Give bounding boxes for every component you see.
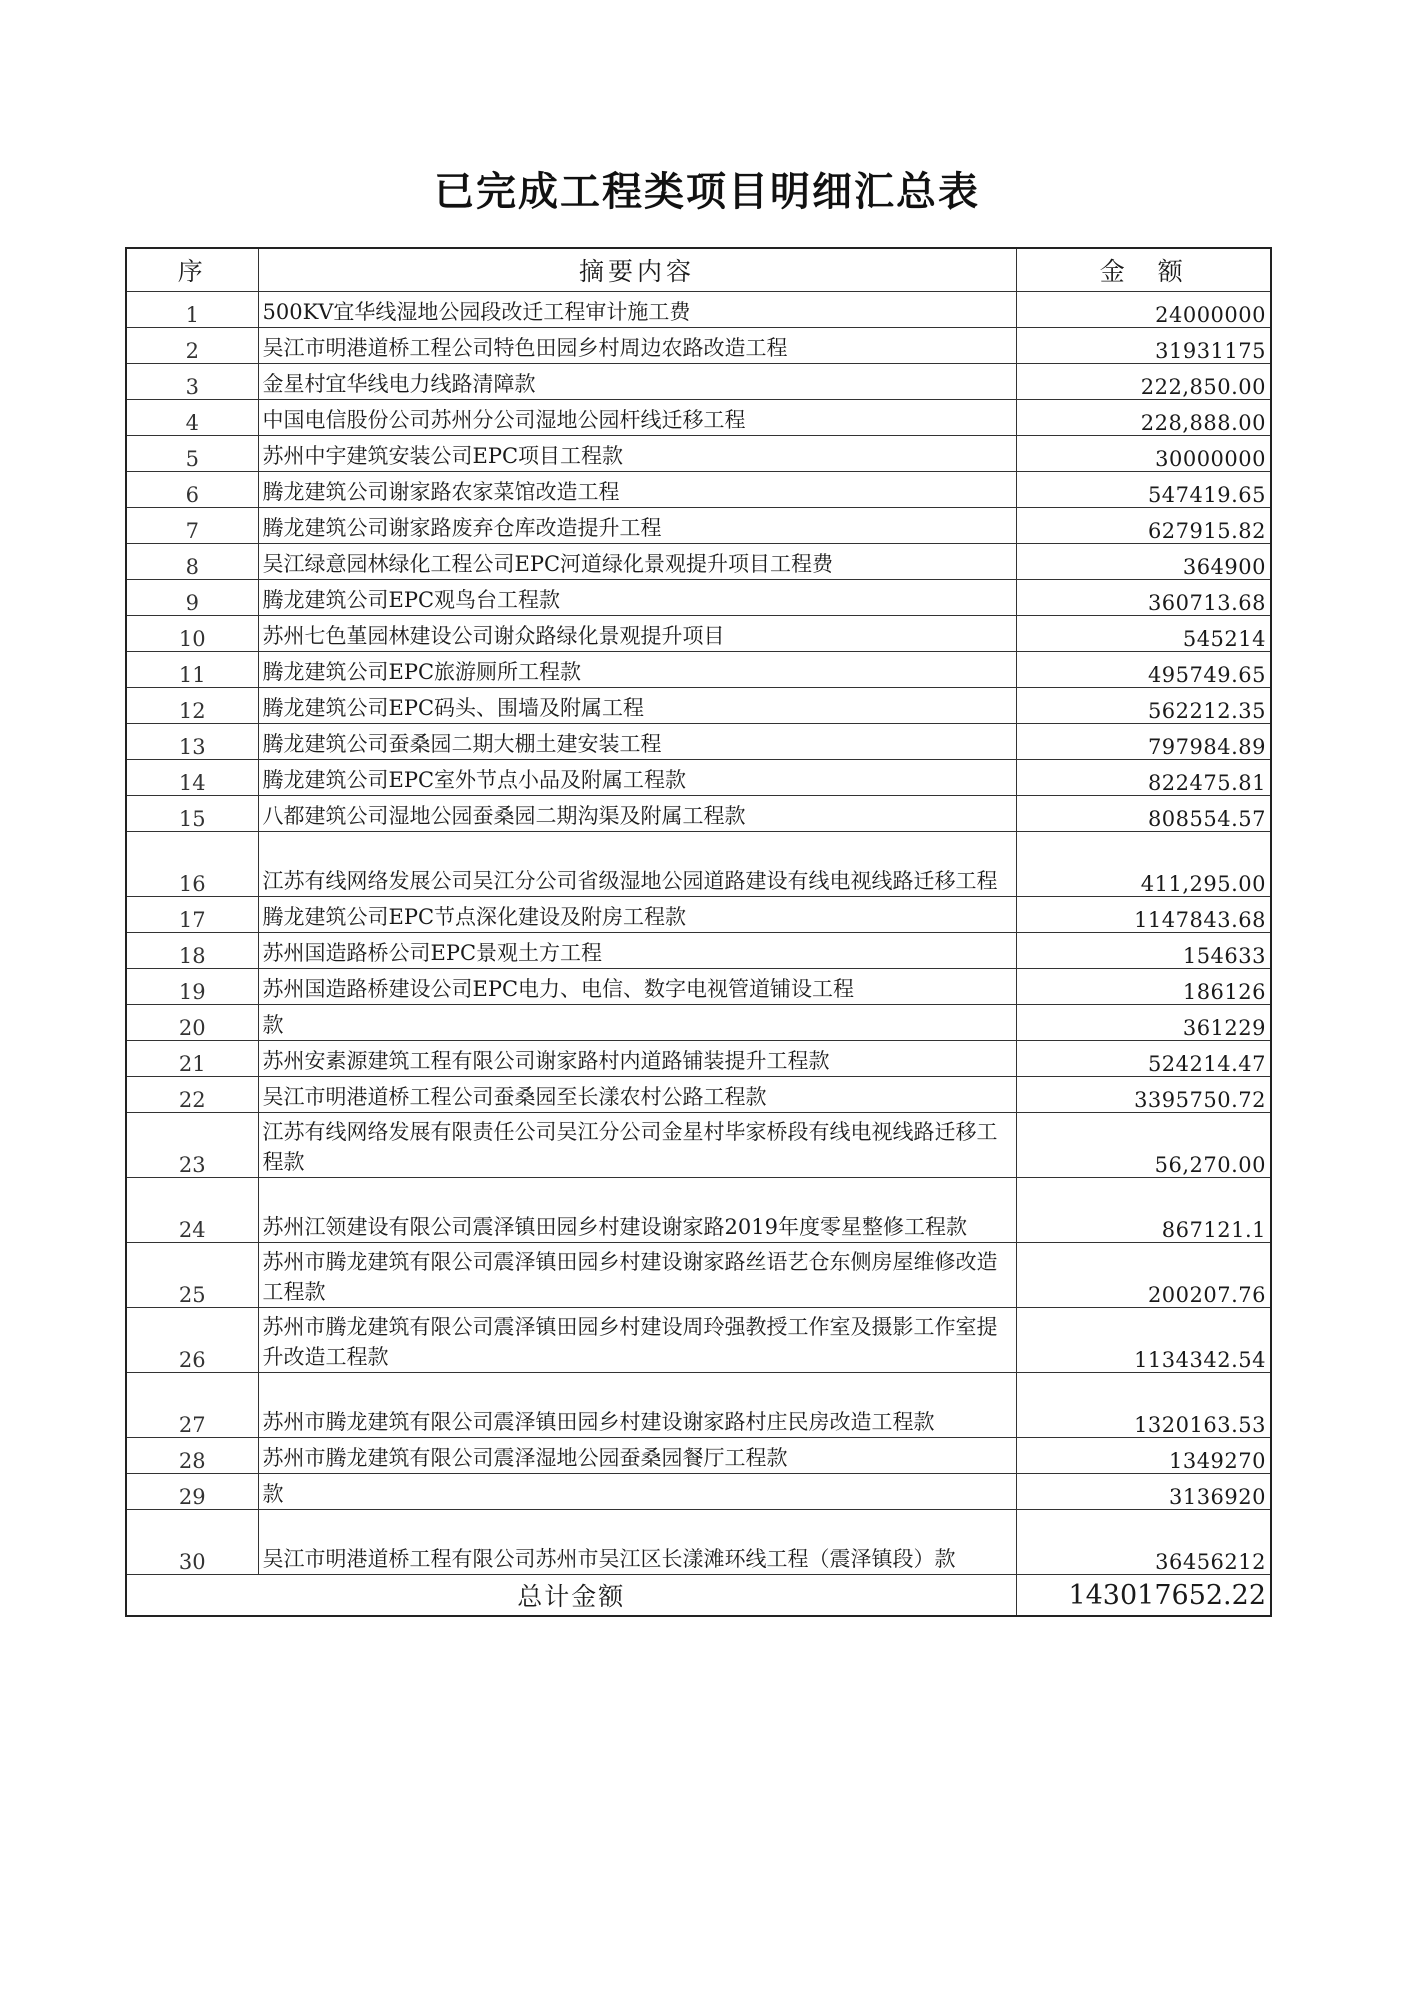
row-seq-cell: 28	[126, 1438, 258, 1474]
table-row	[126, 436, 1271, 472]
row-desc-cell: 中国电信股份公司苏州分公司湿地公园杆线迁移工程	[258, 400, 1016, 436]
row-desc-cell: 苏州国造路桥公司EPC景观土方工程	[258, 933, 1016, 969]
row-amount-cell: 1134342.54	[1016, 1308, 1271, 1373]
row-seq-cell: 4	[126, 400, 258, 436]
row-amount-cell: 1349270	[1016, 1438, 1271, 1474]
table-row	[126, 832, 1271, 897]
row-seq-cell: 14	[126, 760, 258, 796]
table-row	[126, 472, 1271, 508]
row-amount-cell: 867121.1	[1016, 1178, 1271, 1243]
row-desc-cell: 腾龙建筑公司EPC节点深化建设及附房工程款	[258, 897, 1016, 933]
row-seq-cell: 22	[126, 1077, 258, 1113]
row-amount-cell: 495749.65	[1016, 652, 1271, 688]
total-amount: 143017652.22	[1016, 1575, 1271, 1617]
row-seq-cell: 25	[126, 1243, 258, 1308]
row-desc-cell: 吴江市明港道桥工程有限公司苏州市吴江区长漾滩环线工程（震泽镇段）款	[258, 1510, 1016, 1575]
table-row	[126, 328, 1271, 364]
row-amount-cell: 562212.35	[1016, 688, 1271, 724]
table-row	[126, 1005, 1271, 1041]
row-amount-cell: 545214	[1016, 616, 1271, 652]
row-seq-cell: 20	[126, 1005, 258, 1041]
row-desc-cell: 腾龙建筑公司谢家路废弃仓库改造提升工程	[258, 508, 1016, 544]
row-amount-cell: 524214.47	[1016, 1041, 1271, 1077]
row-desc-cell: 款	[258, 1474, 1016, 1510]
table-row	[126, 580, 1271, 616]
row-seq-cell: 24	[126, 1178, 258, 1243]
row-amount-cell: 364900	[1016, 544, 1271, 580]
row-seq-cell: 19	[126, 969, 258, 1005]
row-desc-cell: 吴江市明港道桥工程公司特色田园乡村周边农路改造工程	[258, 328, 1016, 364]
row-amount-cell: 1320163.53	[1016, 1373, 1271, 1438]
row-seq-cell: 16	[126, 832, 258, 897]
row-desc-cell: 吴江市明港道桥工程公司蚕桑园至长漾农村公路工程款	[258, 1077, 1016, 1113]
row-seq-cell: 5	[126, 436, 258, 472]
row-desc-cell: 腾龙建筑公司EPC观鸟台工程款	[258, 580, 1016, 616]
table-row	[126, 652, 1271, 688]
row-seq-cell: 17	[126, 897, 258, 933]
row-desc-cell: 腾龙建筑公司EPC码头、围墙及附属工程	[258, 688, 1016, 724]
row-desc-cell: 腾龙建筑公司谢家路农家菜馆改造工程	[258, 472, 1016, 508]
row-seq-cell: 27	[126, 1373, 258, 1438]
row-seq-cell: 29	[126, 1474, 258, 1510]
row-seq-cell: 23	[126, 1113, 258, 1178]
row-seq-cell: 8	[126, 544, 258, 580]
row-desc-cell: 金星村宜华线电力线路清障款	[258, 364, 1016, 400]
table-row	[126, 1474, 1271, 1510]
row-seq-cell: 7	[126, 508, 258, 544]
row-seq-cell: 30	[126, 1510, 258, 1575]
row-seq-cell: 13	[126, 724, 258, 760]
row-amount-cell: 24000000	[1016, 292, 1271, 328]
table-row	[126, 897, 1271, 933]
table-row	[126, 688, 1271, 724]
row-desc-cell: 苏州安素源建筑工程有限公司谢家路村内道路铺装提升工程款	[258, 1041, 1016, 1077]
row-amount-cell: 56,270.00	[1016, 1113, 1271, 1178]
page-title: 已完成工程类项目明细汇总表	[434, 169, 980, 215]
table-row	[126, 969, 1271, 1005]
table-row	[126, 400, 1271, 436]
row-desc-cell: 吴江绿意园林绿化工程公司EPC河道绿化景观提升项目工程费	[258, 544, 1016, 580]
row-seq-cell: 21	[126, 1041, 258, 1077]
row-seq-cell: 6	[126, 472, 258, 508]
table-row	[126, 1077, 1271, 1113]
row-seq-cell: 1	[126, 292, 258, 328]
table-header-row	[126, 248, 1271, 292]
row-amount-cell: 154633	[1016, 933, 1271, 969]
header-amount: 金 额	[1016, 248, 1271, 292]
row-desc-cell: 苏州市腾龙建筑有限公司震泽镇田园乡村建设谢家路村庄民房改造工程款	[258, 1373, 1016, 1438]
summary-table	[125, 247, 1272, 1617]
row-desc-cell: 八都建筑公司湿地公园蚕桑园二期沟渠及附属工程款	[258, 796, 1016, 832]
row-amount-cell: 36456212	[1016, 1510, 1271, 1575]
table-row	[126, 1041, 1271, 1077]
row-amount-cell: 411,295.00	[1016, 832, 1271, 897]
row-amount-cell: 3395750.72	[1016, 1077, 1271, 1113]
row-seq-cell: 18	[126, 933, 258, 969]
row-seq-cell: 9	[126, 580, 258, 616]
row-seq-cell: 2	[126, 328, 258, 364]
table-row	[126, 1308, 1271, 1373]
row-seq-cell: 26	[126, 1308, 258, 1373]
row-amount-cell: 627915.82	[1016, 508, 1271, 544]
row-desc-cell: 苏州江领建设有限公司震泽镇田园乡村建设谢家路2019年度零星整修工程款	[258, 1178, 1016, 1243]
table-row	[126, 724, 1271, 760]
row-amount-cell: 547419.65	[1016, 472, 1271, 508]
row-amount-cell: 360713.68	[1016, 580, 1271, 616]
row-desc-cell: 苏州市腾龙建筑有限公司震泽湿地公园蚕桑园餐厅工程款	[258, 1438, 1016, 1474]
row-desc-cell: 苏州市腾龙建筑有限公司震泽镇田园乡村建设谢家路丝语艺仓东侧房屋维修改造工程款	[258, 1243, 1016, 1308]
row-amount-cell: 1147843.68	[1016, 897, 1271, 933]
row-desc-cell: 腾龙建筑公司EPC室外节点小品及附属工程款	[258, 760, 1016, 796]
table-row	[126, 292, 1271, 328]
row-amount-cell: 222,850.00	[1016, 364, 1271, 400]
header-desc: 摘要内容	[258, 248, 1016, 292]
table-row	[126, 1510, 1271, 1575]
row-amount-cell: 31931175	[1016, 328, 1271, 364]
row-amount-cell: 808554.57	[1016, 796, 1271, 832]
row-amount-cell: 797984.89	[1016, 724, 1271, 760]
row-amount-cell: 228,888.00	[1016, 400, 1271, 436]
row-amount-cell: 200207.76	[1016, 1243, 1271, 1308]
row-amount-cell: 186126	[1016, 969, 1271, 1005]
row-amount-cell: 361229	[1016, 1005, 1271, 1041]
table-row	[126, 364, 1271, 400]
row-desc-cell: 500KV宜华线湿地公园段改迁工程审计施工费	[258, 292, 1016, 328]
table-row	[126, 1373, 1271, 1438]
table-row	[126, 760, 1271, 796]
header-seq: 序	[126, 248, 258, 292]
table-row	[126, 1438, 1271, 1474]
row-desc-cell: 江苏有线网络发展有限责任公司吴江分公司金星村毕家桥段有线电视线路迁移工程款	[258, 1113, 1016, 1178]
row-seq-cell: 12	[126, 688, 258, 724]
row-seq-cell: 3	[126, 364, 258, 400]
row-desc-cell: 款	[258, 1005, 1016, 1041]
row-desc-cell: 苏州市腾龙建筑有限公司震泽镇田园乡村建设周玲强教授工作室及摄影工作室提升改造工程款	[258, 1308, 1016, 1373]
row-desc-cell: 江苏有线网络发展公司吴江分公司省级湿地公园道路建设有线电视线路迁移工程	[258, 832, 1016, 897]
row-desc-cell: 腾龙建筑公司EPC旅游厕所工程款	[258, 652, 1016, 688]
total-row	[126, 1575, 1271, 1617]
row-desc-cell: 苏州中宇建筑安装公司EPC项目工程款	[258, 436, 1016, 472]
table-row	[126, 508, 1271, 544]
row-seq-cell: 10	[126, 616, 258, 652]
row-seq-cell: 15	[126, 796, 258, 832]
row-seq-cell: 11	[126, 652, 258, 688]
table-row	[126, 1178, 1271, 1243]
table-row	[126, 544, 1271, 580]
total-label: 总计金额	[126, 1575, 1016, 1617]
table-body	[126, 292, 1271, 1575]
row-amount-cell: 822475.81	[1016, 760, 1271, 796]
table-row	[126, 616, 1271, 652]
table-row	[126, 1243, 1271, 1308]
table-row	[126, 796, 1271, 832]
row-desc-cell: 苏州国造路桥建设公司EPC电力、电信、数字电视管道铺设工程	[258, 969, 1016, 1005]
row-desc-cell: 腾龙建筑公司蚕桑园二期大棚土建安装工程	[258, 724, 1016, 760]
table-row	[126, 1113, 1271, 1178]
table-row	[126, 933, 1271, 969]
row-desc-cell: 苏州七色堇园林建设公司谢众路绿化景观提升项目	[258, 616, 1016, 652]
row-amount-cell: 30000000	[1016, 436, 1271, 472]
row-amount-cell: 3136920	[1016, 1474, 1271, 1510]
